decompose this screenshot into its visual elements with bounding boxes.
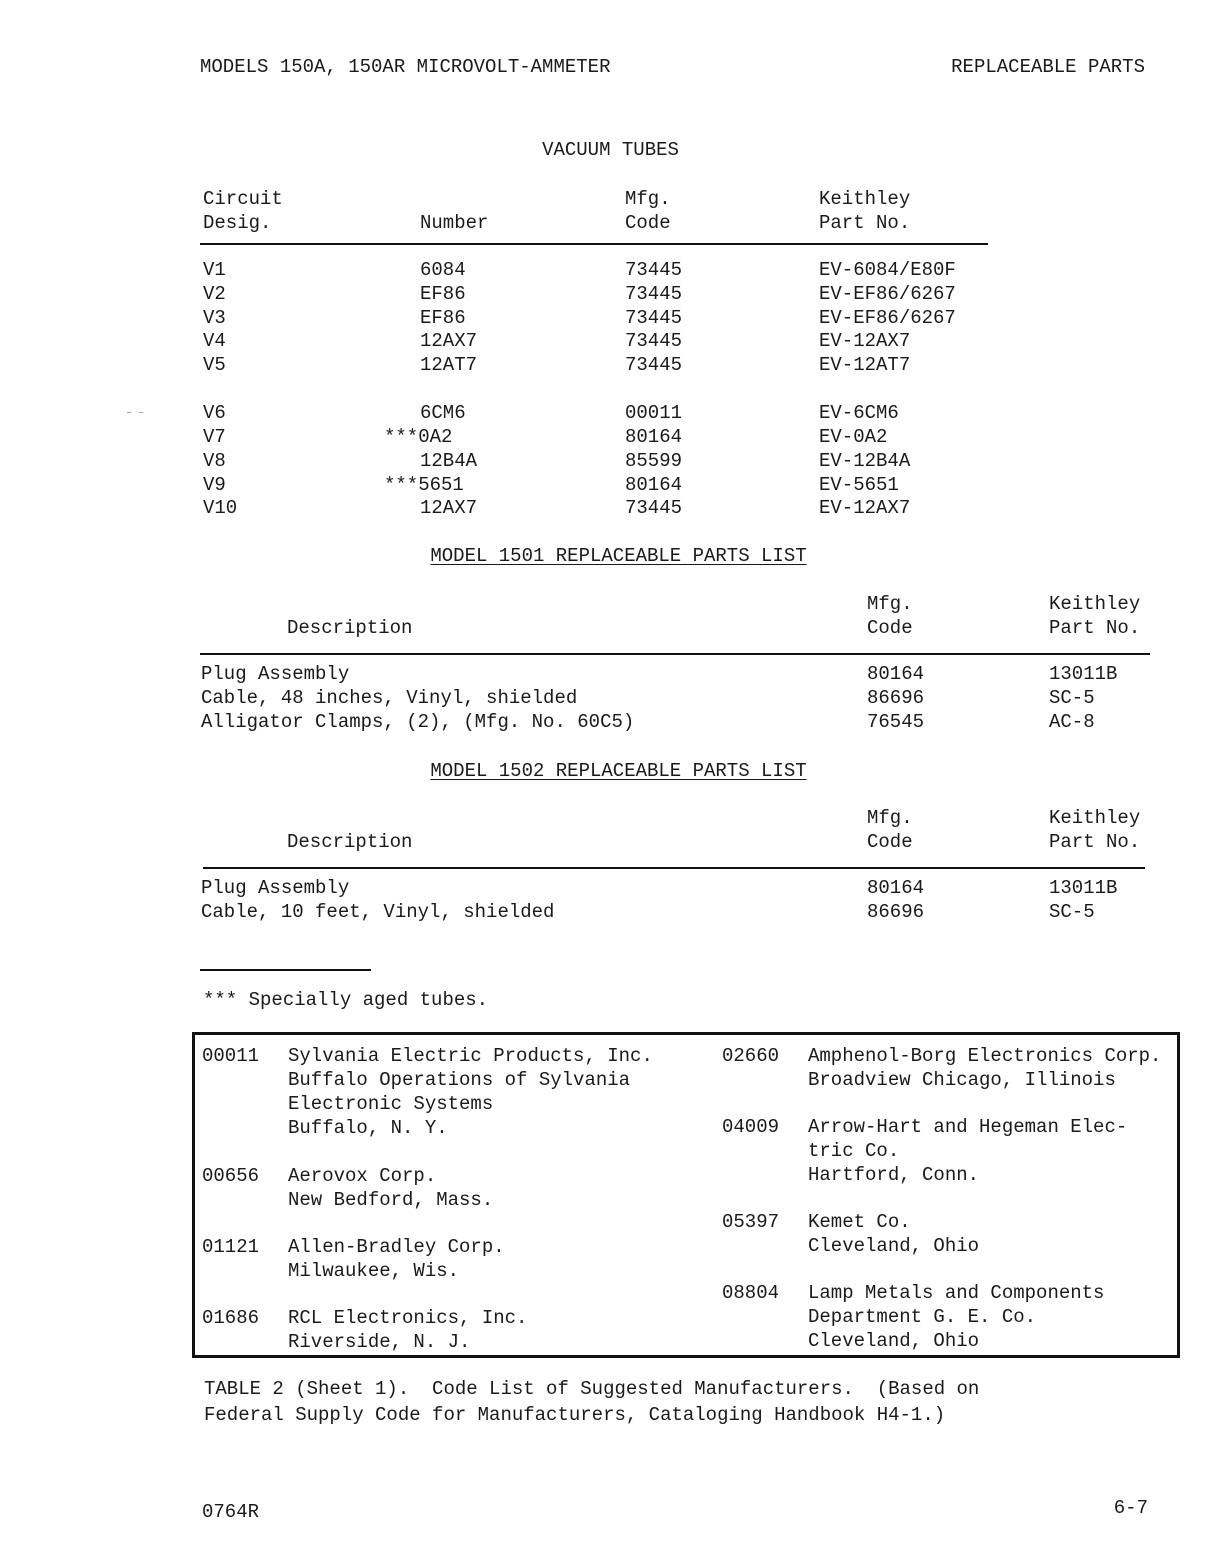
tube-number: 12AX7 xyxy=(420,330,478,352)
part-mfg-code: 76545 xyxy=(867,711,925,733)
manufacturer-line: Milwaukee, Wis. xyxy=(288,1260,460,1282)
tube-desig: V7 xyxy=(203,426,226,448)
part-mfg-code: 86696 xyxy=(867,687,925,709)
tube-part-no: EV-EF86/6267 xyxy=(819,283,956,305)
manufacturer-address xyxy=(808,1115,1127,1187)
tube-part-no: EV-12AT7 xyxy=(819,354,911,376)
model-1501-rule xyxy=(200,653,1150,655)
tube-desig: V8 xyxy=(203,450,226,472)
manufacturer-address xyxy=(288,1164,493,1212)
manufacturer-line: Aerovox Corp. xyxy=(288,1165,437,1187)
manufacturer-line: Kemet Co. xyxy=(808,1211,911,1233)
part-description: Cable, 10 feet, Vinyl, shielded xyxy=(201,901,555,923)
scan-mark: – – xyxy=(126,408,145,419)
manufacturer-line: Cleveland, Ohio xyxy=(808,1330,980,1352)
manufacturer-line: RCL Electronics, Inc. xyxy=(288,1307,528,1329)
tube-part-no: EV-0A2 xyxy=(819,426,888,448)
tube-mfg-code: 73445 xyxy=(625,497,683,519)
part-description: Plug Assembly xyxy=(201,877,350,899)
col-header-circuit: Circuit Desig. xyxy=(203,188,283,234)
manufacturer-code: 01121 xyxy=(202,1236,260,1258)
col-header-keithley: Keithley Part No. xyxy=(819,188,911,234)
manufacturer-code: 00656 xyxy=(202,1165,260,1187)
manufacturer-code: 02660 xyxy=(722,1045,780,1067)
tube-part-no: EV-12AX7 xyxy=(819,330,911,352)
page-number: 6-7 xyxy=(1113,1497,1148,1519)
tube-mfg-code: 80164 xyxy=(625,426,683,448)
manufacturer-line: Buffalo Operations of Sylvania xyxy=(288,1069,631,1091)
tube-part-no: EV-6CM6 xyxy=(819,402,899,424)
tube-mfg-code: 73445 xyxy=(625,330,683,352)
tube-number: EF86 xyxy=(420,307,466,329)
tube-number: EF86 xyxy=(420,283,466,305)
tube-desig: V4 xyxy=(203,330,226,352)
tube-part-no: EV-12AX7 xyxy=(819,497,911,519)
manufacturer-line: Arrow-Hart and Hegeman Elec- xyxy=(808,1116,1128,1138)
part-mfg-code: 80164 xyxy=(867,877,925,899)
manufacturer-line: Cleveland, Ohio xyxy=(808,1235,980,1257)
header-section: REPLACEABLE PARTS xyxy=(951,56,1145,78)
manufacturer-code: 01686 xyxy=(202,1307,260,1329)
footnote: *** Specially aged tubes. xyxy=(203,989,489,1011)
part-keithley-no: 13011B xyxy=(1049,877,1118,899)
tube-number: ***5651 xyxy=(384,474,464,496)
tube-desig: V6 xyxy=(203,402,226,424)
tube-number: ***0A2 xyxy=(384,426,453,448)
manufacturer-line: Amphenol-Borg Electronics Corp. xyxy=(808,1045,1162,1067)
manufacturer-line: Buffalo, N. Y. xyxy=(288,1117,448,1139)
manufacturer-line: Sylvania Electric Products, Inc. xyxy=(288,1045,653,1067)
tube-mfg-code: 73445 xyxy=(625,259,683,281)
manufacturer-line: Hartford, Conn. xyxy=(808,1164,980,1186)
manufacturer-address xyxy=(288,1235,505,1283)
model-1502-title: MODEL 1502 REPLACEABLE PARTS LIST xyxy=(430,760,807,782)
table-caption: TABLE 2 (Sheet 1). Code List of Suggested Manufacturers. (Based on Federal Supply Code for Manufacturers, Cataloging Handbook H4-1.) xyxy=(204,1378,980,1426)
model-1502-rule xyxy=(203,867,1145,869)
manufacturer-address xyxy=(808,1044,1161,1092)
header-title: MODELS 150A, 150AR MICROVOLT-AMMETER xyxy=(200,56,611,78)
tube-mfg-code: 80164 xyxy=(625,474,683,496)
manufacturer-address xyxy=(288,1306,527,1354)
col-header-mfg: Mfg. Code xyxy=(625,188,671,234)
tube-number: 12AX7 xyxy=(420,497,478,519)
m1501-header-keithley: Keithley Part No. xyxy=(1049,593,1141,639)
col-header-number: Number xyxy=(420,212,489,234)
manufacturer-code: 00011 xyxy=(202,1045,260,1067)
manufacturer-line: tric Co. xyxy=(808,1140,900,1162)
manufacturer-address xyxy=(288,1044,653,1140)
manufacturer-address xyxy=(808,1281,1104,1353)
m1501-header-description: Description xyxy=(287,617,413,639)
tube-desig: V1 xyxy=(203,259,226,281)
document-number: 0764R xyxy=(202,1501,260,1523)
manufacturer-code: 04009 xyxy=(722,1116,780,1138)
tube-part-no: EV-6084/E80F xyxy=(819,259,956,281)
model-1501-title: MODEL 1501 REPLACEABLE PARTS LIST xyxy=(430,545,807,567)
part-mfg-code: 86696 xyxy=(867,901,925,923)
part-keithley-no: SC-5 xyxy=(1049,901,1095,923)
footnote-rule xyxy=(200,969,371,971)
tube-desig: V3 xyxy=(203,307,226,329)
tube-number: 12B4A xyxy=(420,450,478,472)
tube-number: 6CM6 xyxy=(420,402,466,424)
tube-mfg-code: 73445 xyxy=(625,354,683,376)
m1501-header-mfg: Mfg. Code xyxy=(867,593,913,639)
manufacturer-line: Electronic Systems xyxy=(288,1093,494,1115)
part-keithley-no: SC-5 xyxy=(1049,687,1095,709)
tube-mfg-code: 85599 xyxy=(625,450,683,472)
m1502-header-keithley: Keithley Part No. xyxy=(1049,807,1141,853)
manufacturer-line: Department G. E. Co. xyxy=(808,1306,1037,1328)
part-keithley-no: 13011B xyxy=(1049,663,1118,685)
manufacturer-code: 08804 xyxy=(722,1282,780,1304)
part-keithley-no: AC-8 xyxy=(1049,711,1095,733)
manufacturer-line: New Bedford, Mass. xyxy=(288,1189,494,1211)
manufacturer-line: Lamp Metals and Components xyxy=(808,1282,1105,1304)
vacuum-tubes-title: VACUUM TUBES xyxy=(542,139,679,161)
tube-desig: V2 xyxy=(203,283,226,305)
m1502-header-mfg: Mfg. Code xyxy=(867,807,913,853)
part-description: Plug Assembly xyxy=(201,663,350,685)
manufacturer-line: Broadview Chicago, Illinois xyxy=(808,1069,1116,1091)
vacuum-tubes-rule xyxy=(200,243,988,245)
tube-number: 6084 xyxy=(420,259,466,281)
tube-mfg-code: 73445 xyxy=(625,307,683,329)
tube-number: 12AT7 xyxy=(420,354,478,376)
part-description: Alligator Clamps, (2), (Mfg. No. 60C5) xyxy=(201,711,635,733)
tube-mfg-code: 73445 xyxy=(625,283,683,305)
manufacturer-line: Allen-Bradley Corp. xyxy=(288,1236,505,1258)
part-mfg-code: 80164 xyxy=(867,663,925,685)
tube-desig: V5 xyxy=(203,354,226,376)
m1502-header-description: Description xyxy=(287,831,413,853)
tube-desig: V10 xyxy=(203,497,238,519)
tube-part-no: EV-12B4A xyxy=(819,450,911,472)
tube-desig: V9 xyxy=(203,474,226,496)
tube-mfg-code: 00011 xyxy=(625,402,683,424)
tube-part-no: EV-5651 xyxy=(819,474,899,496)
manufacturer-address xyxy=(808,1210,979,1258)
part-description: Cable, 48 inches, Vinyl, shielded xyxy=(201,687,578,709)
manufacturer-line: Riverside, N. J. xyxy=(288,1331,471,1353)
tube-part-no: EV-EF86/6267 xyxy=(819,307,956,329)
manufacturer-code: 05397 xyxy=(722,1211,780,1233)
